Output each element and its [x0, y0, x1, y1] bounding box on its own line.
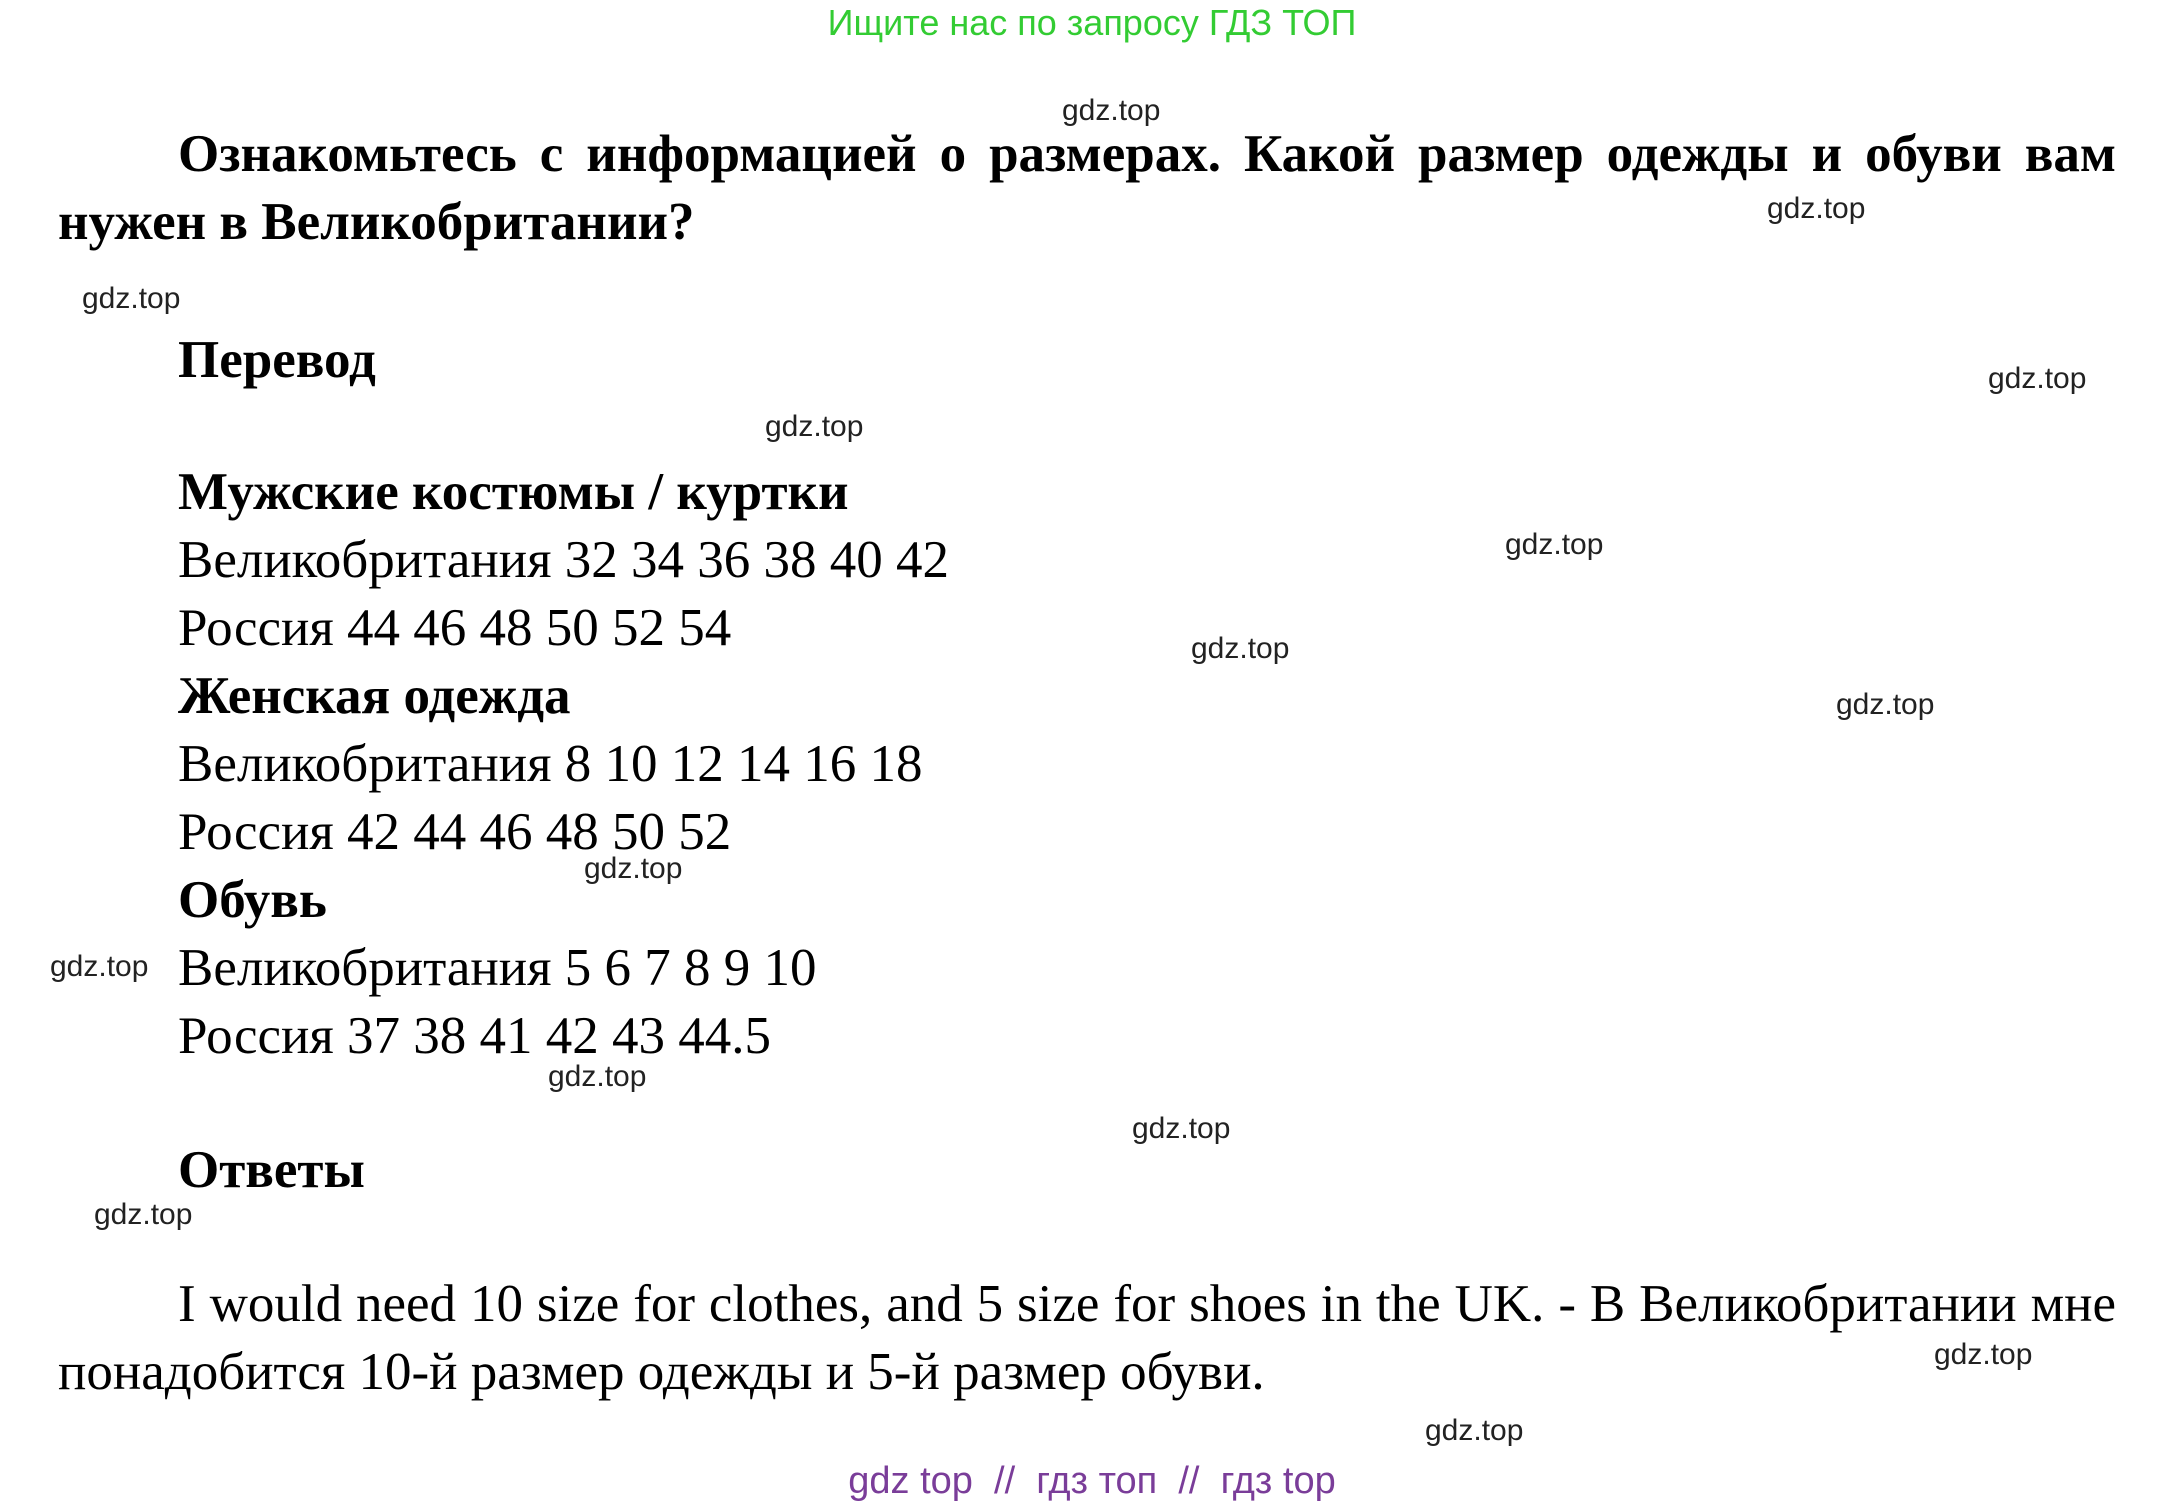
watermark: gdz.top — [584, 852, 683, 885]
section-title-mens: Мужские костюмы / куртки — [178, 463, 849, 521]
watermark: gdz.top — [1425, 1414, 1524, 1447]
task-text: Ознакомьтесь с информацией о размерах. Какой размер одежды и обуви вам нужен в Великобритании? — [58, 125, 2116, 251]
mens-uk-sizes: Великобритания 32 34 36 38 40 42 — [178, 531, 950, 589]
section-title-shoes: Обувь — [178, 871, 327, 929]
womens-uk-sizes: Великобритания 8 10 12 14 16 18 — [178, 735, 923, 793]
watermark: gdz.top — [548, 1060, 647, 1093]
shoes-ru-sizes: Россия 37 38 41 42 43 44.5 — [178, 1007, 772, 1065]
watermark: gdz.top — [1836, 688, 1935, 721]
womens-ru-sizes: Россия 42 44 46 48 50 52 — [178, 803, 732, 861]
search-banner: Ищите нас по запросу ГДЗ ТОП — [827, 2, 1357, 43]
answers-heading: Ответы — [178, 1141, 365, 1199]
shoes-uk-sizes: Великобритания 5 6 7 8 9 10 — [178, 939, 817, 997]
answer-text: I would need 10 size for clothes, and 5 size for shoes in the UK. - В Великобритании мне понадобится 10-й размер одежды и 5-й размер обуви. — [58, 1275, 2116, 1401]
watermark: gdz.top — [765, 410, 864, 443]
watermark: gdz.top — [1132, 1112, 1231, 1145]
watermark: gdz.top — [1191, 632, 1290, 665]
watermark: gdz.top — [1767, 192, 1866, 225]
watermark: gdz.top — [82, 282, 181, 315]
watermark: gdz.top — [1934, 1338, 2033, 1371]
translation-heading: Перевод — [178, 331, 376, 389]
watermark: gdz.top — [1505, 528, 1604, 561]
watermark: gdz.top — [50, 950, 149, 983]
footer-links: gdz top // гдз топ // гдз top — [848, 1460, 1336, 1502]
mens-ru-sizes: Россия 44 46 48 50 52 54 — [178, 599, 732, 657]
section-title-womens: Женская одежда — [178, 667, 571, 725]
watermark: gdz.top — [1062, 94, 1161, 127]
watermark: gdz.top — [94, 1198, 193, 1231]
watermark: gdz.top — [1988, 362, 2087, 395]
